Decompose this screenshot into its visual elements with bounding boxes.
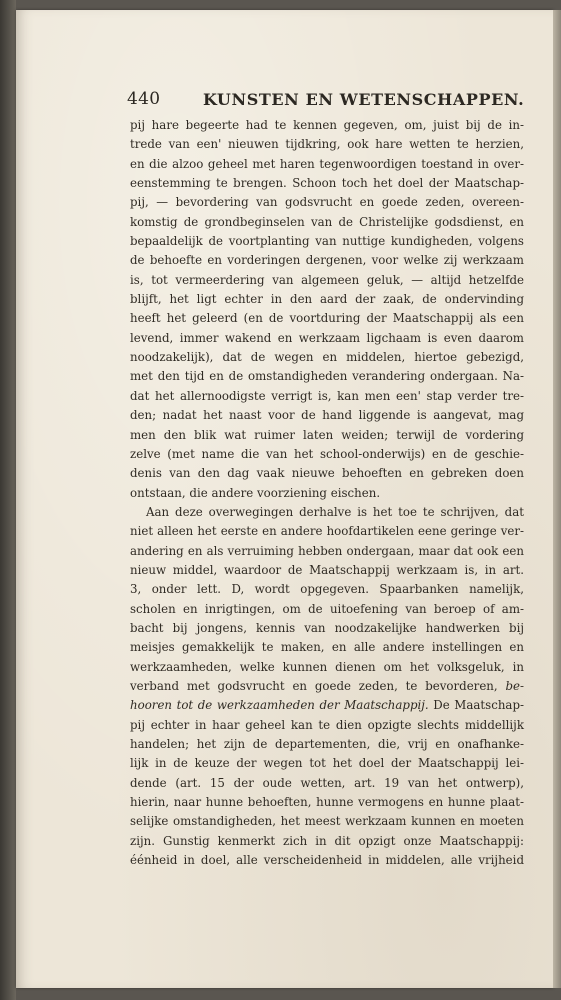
text-line: men den blik wat ruimer laten weiden; terwijl de vordering: [130, 427, 524, 442]
page-edge: [553, 10, 561, 988]
running-header: [127, 88, 525, 110]
text-line: handelen; het zijn de departementen, die, vrij en onafhanke-: [130, 737, 524, 751]
text-line: hierin, naar hunne behoeften, hunne vermogens en hunne plaat-: [130, 795, 524, 810]
text-line: den; nadat het naast voor de hand liggende is aangevat, mag: [130, 408, 524, 423]
text-segment: De Maatschap-: [428, 698, 524, 713]
text-line: eenstemming te brengen. Schoon toch het doel der Maatschap-: [130, 176, 524, 191]
text-line: levend, immer wakend en werkzaam ligchaam is even daarom: [130, 330, 524, 345]
text-line: werkzaamheden, welke kunnen dienen om het volksgeluk, in: [130, 659, 524, 674]
running-title: KUNSTEN EN WETENSCHAPPEN.: [203, 90, 525, 109]
text-line: en die alzoo geheel met haren tegenwoordigen toestand in over-: [130, 156, 524, 171]
text-line: pij, — bevordering van godsvrucht en goede zeden, overeen-: [130, 195, 524, 210]
text-line: met den tijd en de omstandigheden verandering ondergaan. Na-: [130, 369, 524, 384]
text-line: nieuw middel, waardoor de Maatschappij werkzaam is, in art.: [130, 562, 524, 577]
italic-text: be-: [505, 678, 524, 693]
text-line: dat het allernoodigste verrigt is, kan men een' stap verder tre-: [130, 388, 524, 403]
text-segment: verband met godsvrucht en goede zeden, te bevorderen,: [130, 678, 498, 693]
text-line: is, tot vermeerdering van algemeen geluk, — altijd hetzelfde: [130, 272, 524, 287]
text-line: noodzakelijk), dat de wegen en middelen, hiertoe gebezigd,: [130, 350, 524, 365]
text-line: éénheid in doel, alle verscheidenheid in middelen, alle vrijheid: [130, 853, 524, 868]
text-line: niet alleen het eerste en andere hoofdartikelen eene geringe ver-: [130, 524, 524, 539]
text-line: selijke omstandigheden, het meest werkzaam kunnen en moeten: [130, 814, 524, 829]
text-line: scholen en inrigtingen, om de uitoefening van beroep of am-: [130, 601, 524, 616]
text-line: dende (art. 15 der oude wetten, art. 19 van het ontwerp),: [130, 775, 524, 790]
text-line: 3, onder lett. D, wordt opgegeven. Spaarbanken namelijk,: [130, 582, 524, 597]
text-line: lijk in de keuze der wegen tot het doel der Maatschappij lei-: [130, 756, 524, 771]
text-line: [130, 696, 524, 715]
text-line: heeft het geleerd (en de voortduring der Maatschappij als een: [130, 311, 524, 326]
text-line: pij hare begeerte had te kennen gegeven, om, juist bij de in-: [130, 118, 524, 132]
body-text: [130, 116, 524, 870]
text-line: de behoefte en vorderingen dergenen, voor welke zij werkzaam: [130, 253, 524, 268]
text-line: trede van een' nieuwen tijdkring, ook hare wetten te herzien,: [130, 137, 524, 152]
text-line: meisjes gemakkelijk te maken, en alle andere instellingen en: [130, 640, 524, 655]
italic-text: hooren tot de werkzaamheden der Maatschappij.: [130, 698, 429, 713]
text-line: andering en als verruiming hebben ondergaan, maar dat ook een: [130, 543, 524, 558]
text-line: ontstaan, die andere voorziening eischen.: [130, 485, 381, 500]
text-line: blijft, het ligt echter in den aard der zaak, de ondervinding: [130, 292, 524, 307]
text-line: bacht bij jongens, kennis van noodzakelijke handwerken bij: [130, 620, 524, 635]
text-line: [130, 677, 524, 696]
text-line: denis van den dag vaak nieuwe behoeften en gebreken doen: [130, 466, 524, 481]
text-line: bepaaldelijk de voortplanting van nuttige kundigheden, volgens: [130, 234, 524, 249]
page-number: 440: [127, 89, 161, 109]
text-line: komstig de grondbeginselen van de Christelijke godsdienst, en: [130, 214, 524, 229]
text-line: pij echter in haar geheel kan te dien opzigte slechts middellijk: [130, 717, 524, 732]
book-spine: [0, 0, 16, 1000]
text-line: zijn. Gunstig kenmerkt zich in dit opzigt onze Maatschappij:: [130, 833, 524, 848]
text-line: Aan deze overwegingen derhalve is het toe te schrijven, dat: [146, 504, 524, 519]
text-line: zelve (met name die van het school-onderwijs) en de geschie-: [130, 446, 524, 461]
